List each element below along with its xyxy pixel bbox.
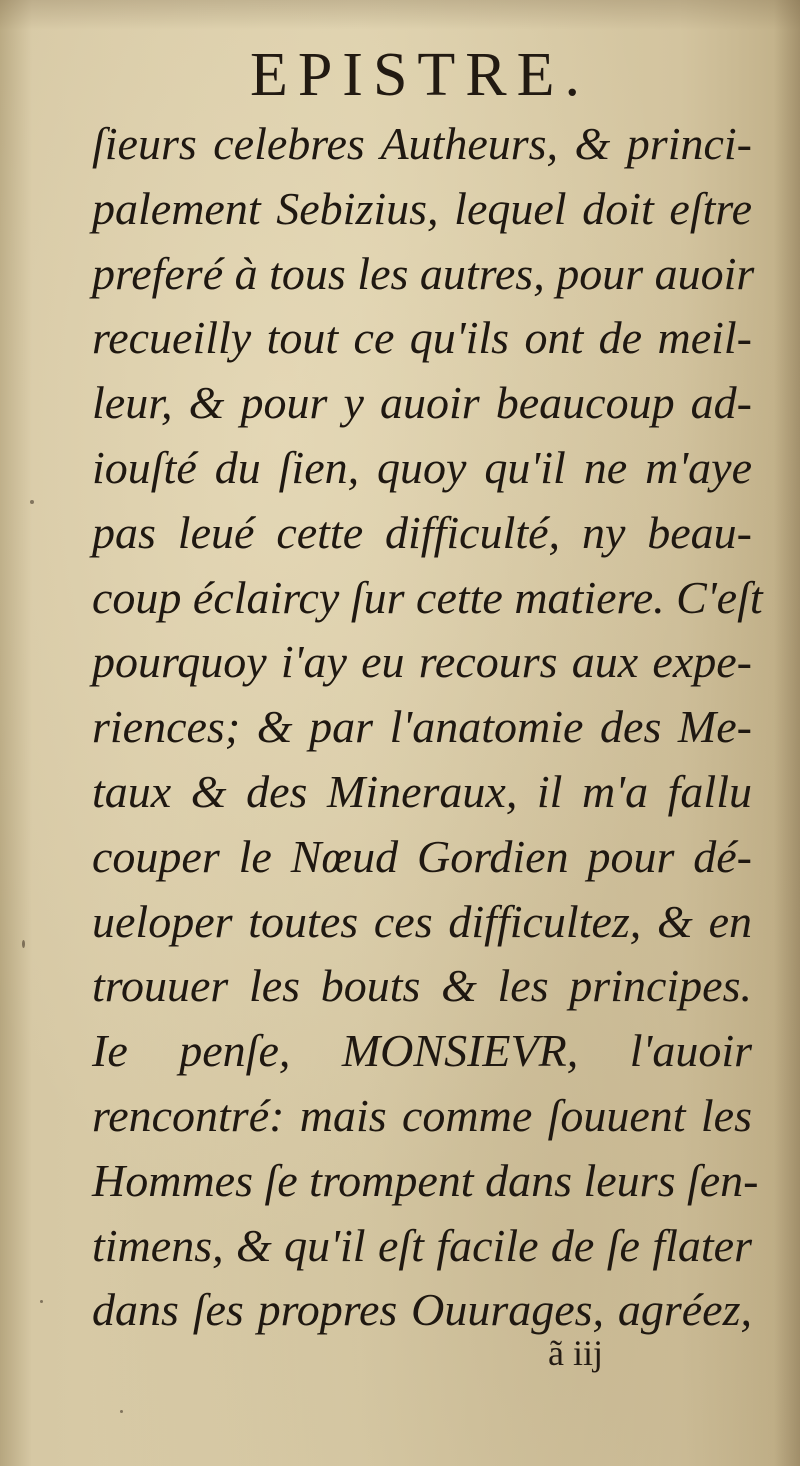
text-line: palement Sebizius, lequel doit eſtre: [92, 182, 752, 234]
text-line: iouſté du ſien, quoy qu'il ne m'aye: [92, 441, 752, 493]
text-line: rencontré: mais comme ſouuent les: [92, 1089, 752, 1141]
paper-speck: [40, 1300, 43, 1303]
text-line: ueloper toutes ces difficultez, & en: [92, 895, 752, 947]
text-line: couper le Nœud Gordien pour dé-: [92, 830, 752, 882]
paper-speck: [30, 500, 34, 504]
text-line: pourquoy i'ay eu recours aux expe-: [92, 636, 752, 688]
text-line: pas leué cette difficulté, ny beau-: [92, 506, 752, 558]
text-line: taux & des Mineraux, il m'a fallu: [92, 765, 752, 817]
text-line: preferé à tous les autres, pour auoir: [92, 247, 755, 299]
text-line: dans ſes propres Ouurages, agréez,: [92, 1284, 752, 1336]
text-line: timens, & qu'il eſt facile de ſe flater: [92, 1219, 752, 1271]
text-line: recueilly tout ce qu'ils ont de meil-: [92, 312, 752, 364]
signature-mark: ã iij: [548, 1333, 603, 1373]
running-head: EPISTRE.: [249, 41, 591, 109]
text-line: riences; & par l'anatomie des Me-: [92, 701, 752, 753]
text-line: Ie penſe, MONSIEVR, l'auoir: [92, 1025, 752, 1077]
paper-speck: [22, 940, 25, 948]
page-top-shadow: [0, 0, 800, 30]
body-text: [92, 112, 763, 1343]
text-line: coup éclaircy ſur cette matiere. C'eſt: [92, 571, 763, 623]
text-line: trouuer les bouts & les principes.: [92, 960, 752, 1012]
page-gutter-shadow: [774, 0, 800, 1466]
text-line: Hommes ſe trompent dans leurs ſen-: [92, 1154, 759, 1206]
text-line: ſieurs celebres Autheurs, & princi-: [92, 118, 752, 169]
paper-speck: [120, 1410, 123, 1413]
text-line: leur, & pour y auoir beaucoup ad-: [92, 377, 752, 429]
